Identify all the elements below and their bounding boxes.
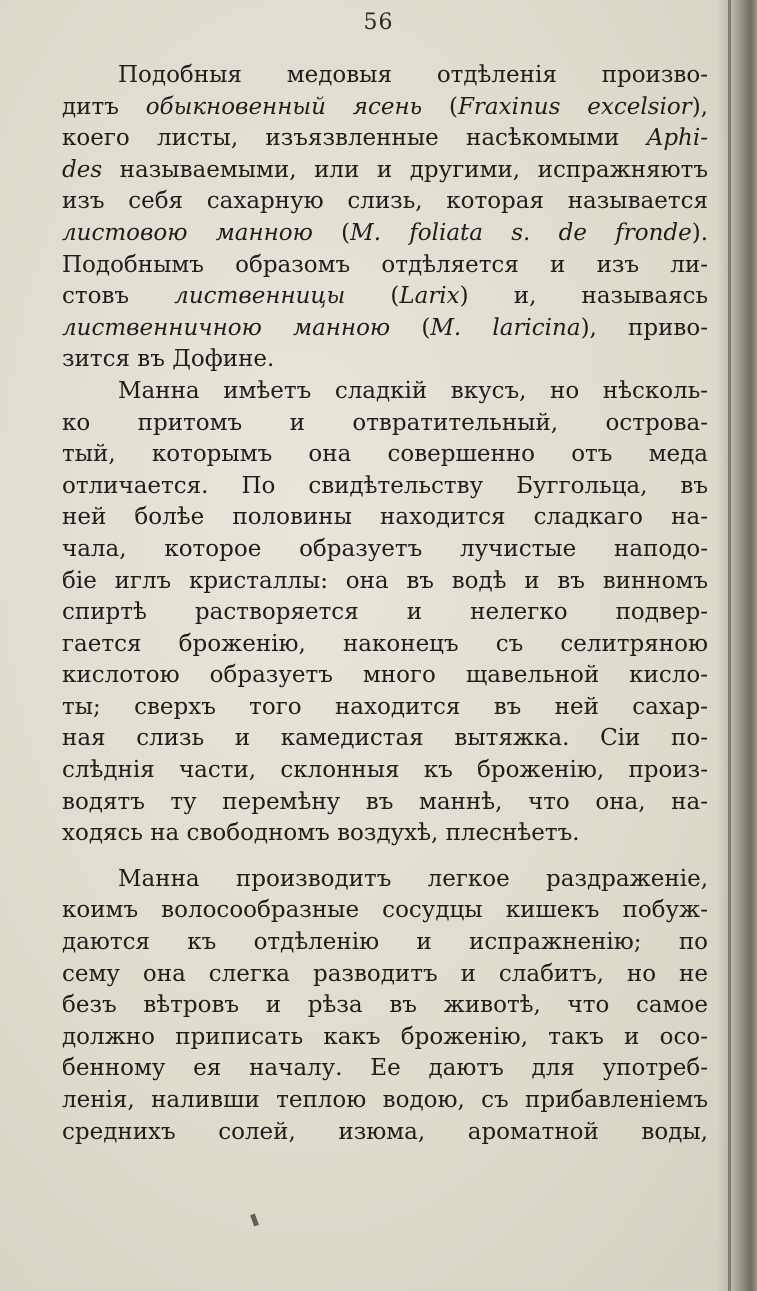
text-line: среднихъ солей, изюма, ароматной воды, xyxy=(62,1118,708,1145)
latin-name: des xyxy=(62,156,103,183)
text-line: сему она слегка разводитъ и слабитъ, но не xyxy=(62,960,708,987)
text-line: коимъ волосообразные сосудцы кишекъ побуж- xyxy=(62,897,708,924)
binding-edge xyxy=(728,0,731,1291)
text-line: водятъ ту перемѣну въ маннѣ, что она, на- xyxy=(62,788,708,815)
text-line: безъ вѣтровъ и рѣза въ животѣ, что самое xyxy=(62,992,708,1019)
text-line: даются къ отдѣленію и испражненію; по xyxy=(62,929,708,956)
text-line: ты; сверхъ того находится въ ней сахар- xyxy=(62,693,708,720)
latin-name: Larix xyxy=(399,283,460,310)
italic-term: обыкновенный ясень xyxy=(145,93,423,120)
page-number: 56 xyxy=(363,10,394,35)
text-line: отличается. По свидѣтельству Буггольца, въ xyxy=(62,472,708,499)
text-line: Подобнымъ образомъ отдѣляется и изъ ли- xyxy=(62,251,708,278)
text-line: дитъ обыкновенный ясень (Fraxinus excelsior), xyxy=(62,93,708,120)
paragraph-gap xyxy=(62,850,708,864)
text-line: des называемыми, или и другими, испражняютъ xyxy=(62,156,708,183)
text-line: зится въ Дофине. xyxy=(62,346,275,373)
latin-name: Fraxinus excelsior xyxy=(457,93,692,120)
text-line: тый, которымъ она совершенно отъ меда xyxy=(62,441,708,468)
text-line: ленія, наливши теплою водою, съ прибавленіемъ xyxy=(62,1087,708,1113)
text-line: лиственничною манною (M. laricina), приво- xyxy=(62,314,708,341)
text-line: спиртѣ растворяется и нелегко подвер- xyxy=(62,599,708,626)
text-line: бенному ея началу. Ее даютъ для употреб- xyxy=(62,1055,708,1082)
text-line: стовъ лиственницы (Larix) и, называясь xyxy=(62,283,708,310)
text-line: кислотою образуетъ много щавельной кисло- xyxy=(62,662,708,689)
paragraph-1 xyxy=(62,60,708,376)
text-line: ко притомъ и отвратительный, острова- xyxy=(62,409,708,436)
text-line: Манна производитъ легкое раздраженіе, xyxy=(118,865,708,892)
latin-name: M. foliata s. de fronde xyxy=(350,219,692,246)
text-line: ходясь на свободномъ воздухѣ, плеснѣетъ. xyxy=(62,820,580,847)
text-line: гается броженію, наконецъ съ селитряною xyxy=(62,630,708,657)
latin-name: M. laricina xyxy=(430,314,581,341)
text-line: слѣднія части, склонныя къ броженію, произ- xyxy=(62,757,708,784)
text-line: чала, которое образуетъ лучистые наподо- xyxy=(62,535,708,562)
text-line: коего листы, изъязвленные насѣкомыми Aphi- xyxy=(62,125,708,152)
book-spine-shadow xyxy=(717,0,757,1291)
text-line: ней болѣе половины находится сладкаго на- xyxy=(62,504,708,531)
text-line: ная слизь и камедистая вытяжка. Сіи по- xyxy=(62,725,708,752)
italic-term: лиственницы xyxy=(174,283,346,310)
text-line: Манна имѣетъ сладкій вкусъ, но нѣсколь- xyxy=(118,377,708,404)
italic-term: листовою манною xyxy=(62,219,313,246)
text-line: должно приписать какъ броженію, такъ и осо- xyxy=(62,1023,708,1050)
text-line: листовою манною (M. foliata s. de fronde). xyxy=(62,219,708,246)
italic-term: лиственничною манною xyxy=(62,314,391,341)
latin-name: Aphi- xyxy=(646,125,708,152)
paragraph-2 xyxy=(62,376,708,850)
paragraph-3 xyxy=(62,864,708,1148)
text-line: біе иглъ кристаллы: она въ водѣ и въ винномъ xyxy=(62,567,708,594)
ink-speck xyxy=(250,1214,259,1227)
text-line: изъ себя сахарную слизь, которая называется xyxy=(62,188,708,215)
body-text xyxy=(62,60,708,1148)
text-line: Подобныя медовыя отдѣленія произво- xyxy=(118,62,708,88)
